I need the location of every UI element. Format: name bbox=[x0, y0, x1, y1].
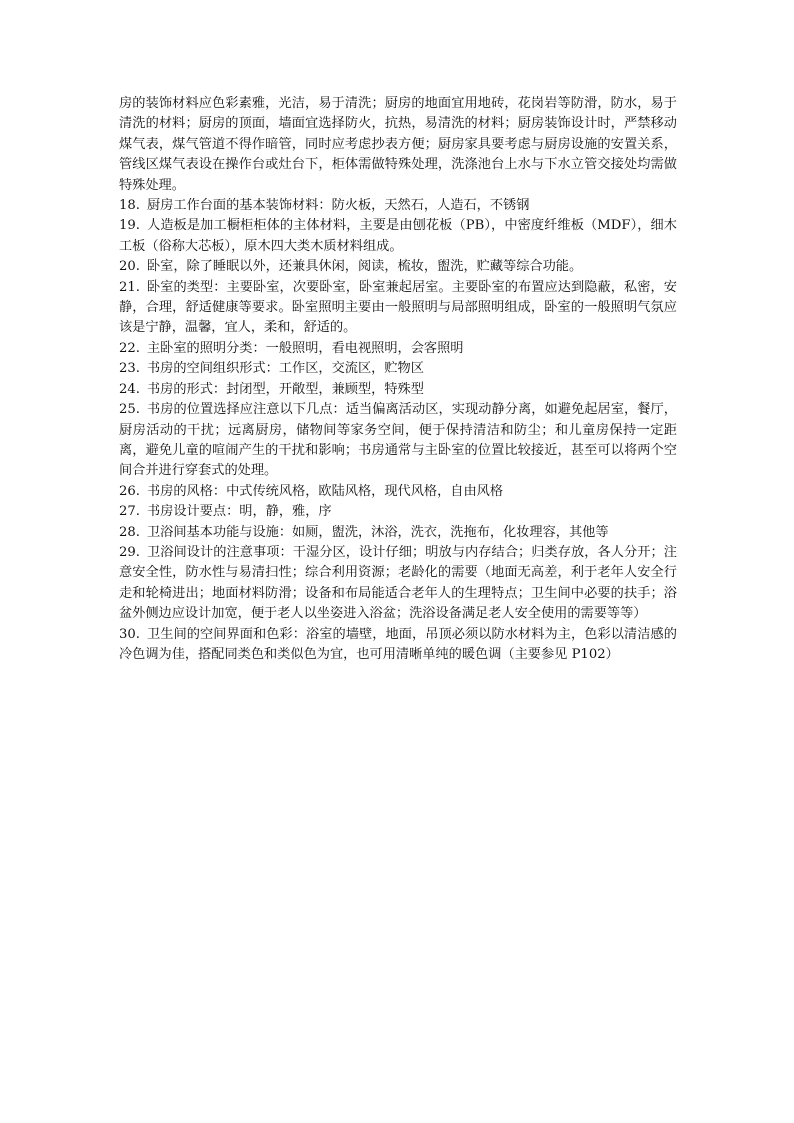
item-number: 18. bbox=[119, 198, 140, 214]
document-body bbox=[119, 94, 677, 665]
item-text: 书房的形式：封闭型，开敞型，兼顾型，特殊型 bbox=[146, 381, 424, 397]
list-item-20 bbox=[119, 257, 677, 277]
list-item-27 bbox=[119, 502, 677, 522]
item-number: 23. bbox=[119, 361, 140, 377]
item-text: 书房的位置选择应注意以下几点：适当偏离活动区，实现动静分离，如避免起居室，餐厅，厨房活动的干扰；远离厨房，储物间等家务空间，便于保持清洁和防尘；和儿童房保持一定距离，避免儿童的喧闹产生的干扰和影响；书房通常与主卧室的位置比较接近，甚至可以将两个空间合并进行穿套式的处理。 bbox=[119, 402, 677, 479]
item-number: 30. bbox=[119, 626, 140, 642]
item-number: 21. bbox=[119, 279, 140, 295]
item-text: 人造板是加工橱柜柜体的主体材料，主要是由刨花板（PB），中密度纤维板（MDF），细木工板（俗称大芯板），原木四大类木质材料组成。 bbox=[119, 218, 677, 254]
item-text: 书房的空间组织形式：工作区，交流区，贮物区 bbox=[146, 361, 424, 377]
item-number: 28. bbox=[119, 524, 140, 540]
list-item-24 bbox=[119, 380, 677, 400]
item-text: 卧室，除了睡眠以外，还兼具休闲，阅读，梳妆，盥洗，贮藏等综合功能。 bbox=[146, 259, 583, 275]
item-number: 20. bbox=[119, 259, 140, 275]
item-text: 卧室的类型：主要卧室，次要卧室，卧室兼起居室。主要卧室的布置应达到隐蔽，私密，安静，合理，舒适健康等要求。卧室照明主要由一般照明与局部照明组成，卧室的一般照明气氛应该是宁静，温馨，宜人，柔和，舒适的。 bbox=[119, 279, 677, 336]
list-item-30 bbox=[119, 625, 677, 666]
list-item-25 bbox=[119, 400, 677, 482]
list-item-19 bbox=[119, 216, 677, 257]
item-text: 厨房工作台面的基本装饰材料：防火板，天然石，人造石，不锈钢 bbox=[146, 198, 530, 214]
list-item-21 bbox=[119, 278, 677, 339]
item-number: 25. bbox=[119, 402, 140, 418]
list-item-28 bbox=[119, 523, 677, 543]
list-item-26 bbox=[119, 482, 677, 502]
item-number: 19. bbox=[119, 218, 140, 234]
item-number: 26. bbox=[119, 483, 140, 499]
item-text: 卫生间的空间界面和色彩：浴室的墙壁，地面，吊顶必须以防水材料为主，色彩以清洁感的冷色调为佳，搭配同类色和类似色为宜，也可用清晰单纯的暖色调（主要参见 P102） bbox=[119, 626, 677, 662]
item-number: 29. bbox=[119, 544, 140, 560]
list-item-22 bbox=[119, 339, 677, 359]
list-item-29 bbox=[119, 543, 677, 625]
intro-paragraph: 房的装饰材料应色彩素雅，光洁，易于清洗；厨房的地面宜用地砖，花岗岩等防滑，防水，易于清洗的材料；厨房的顶面，墙面宜选择防火，抗热，易清洗的材料；厨房装饰设计时，严禁移动煤气表，煤气管道不得作暗管，同时应考虑抄表方便；厨房家具要考虑与厨房设施的安置关系，管线区煤气表设在操作台或灶台下，柜体需做特殊处理，洗涤池台上水与下水立管交接处均需做特殊处理。 bbox=[119, 96, 677, 193]
item-text: 主卧室的照明分类：一般照明，看电视照明，会客照明 bbox=[146, 340, 464, 356]
list-item-23 bbox=[119, 359, 677, 379]
item-number: 27. bbox=[119, 504, 140, 520]
item-number: 24. bbox=[119, 381, 140, 397]
item-number: 22. bbox=[119, 340, 140, 356]
list-item-18 bbox=[119, 196, 677, 216]
item-text: 书房设计要点：明，静，雅，序 bbox=[146, 504, 332, 520]
item-text: 卫浴间设计的注意事项：干湿分区，设计仔细；明放与内存结合；归类存放，各人分开；注意安全性，防水性与易清扫性；综合利用资源；老龄化的需要（地面无高差，利于老年人安全行走和轮椅进出；地面材料防滑；设备和布局能适合老年人的生理特点；卫生间中必要的扶手；浴盆外侧边应设计加宽，便于老人以坐姿进入浴盆；洗浴设备满足老人安全使用的需要等等） bbox=[119, 544, 677, 622]
item-text: 书房的风格：中式传统风格，欧陆风格，现代风格，自由风格 bbox=[146, 483, 504, 499]
item-text: 卫浴间基本功能与设施：如厕，盥洗，沐浴，洗衣，洗拖布，化妆理容，其他等 bbox=[146, 524, 609, 540]
